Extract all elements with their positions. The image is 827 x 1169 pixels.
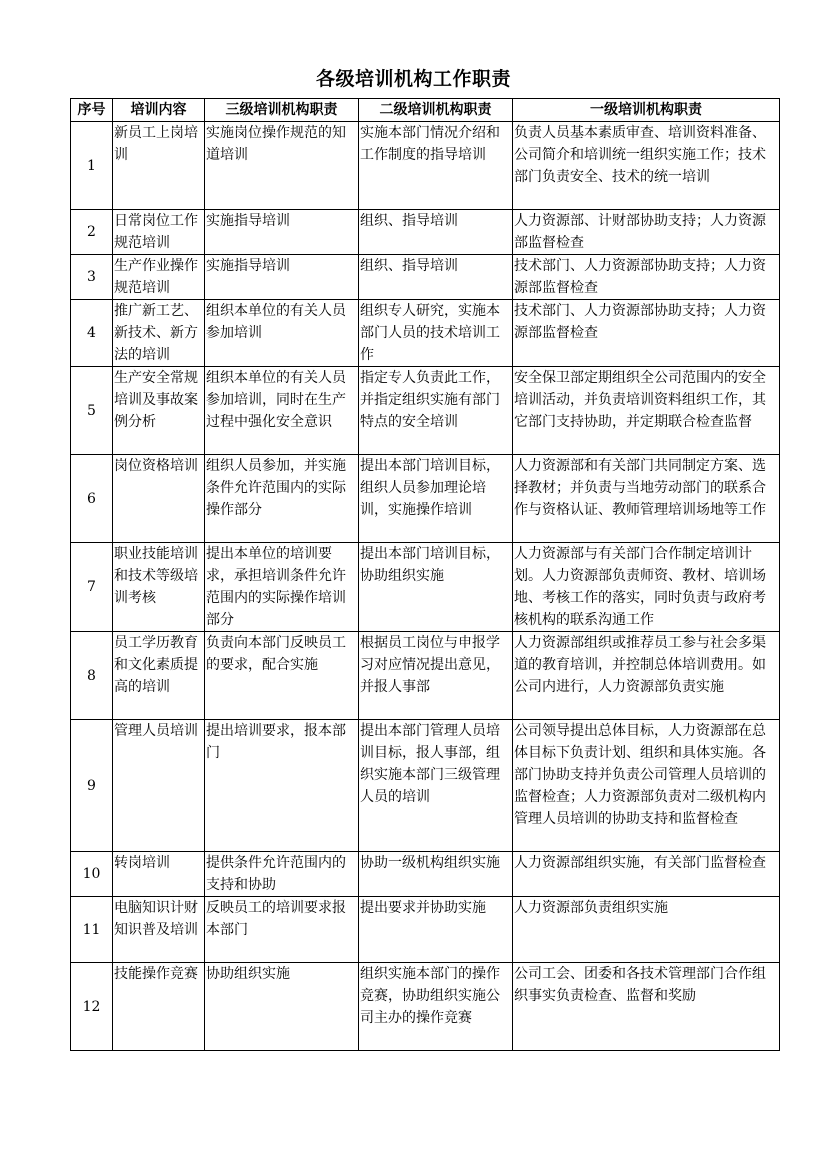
row-seq: 4: [71, 300, 113, 367]
row-level1: 人力资源部组织实施，有关部门监督检查: [513, 852, 780, 897]
row-level2: 协助一级机构组织实施: [359, 852, 513, 897]
row-level3: 实施指导培训: [205, 255, 359, 300]
row-content: 电脑知识计财知识普及培训: [113, 897, 205, 963]
row-level3: 提出培训要求，报本部门: [205, 720, 359, 852]
row-level1: 人力资源部、计财部协助支持；人力资源部监督检查: [513, 210, 780, 255]
document-title: 各级培训机构工作职责: [315, 68, 511, 90]
row-level2: 提出本部门管理人员培训目标，报人事部，组织实施本部门三级管理人员的培训: [359, 720, 513, 852]
row-content: 推广新工艺、新技术、新方法的培训: [113, 300, 205, 367]
row-content: 生产安全常规培训及事故案例分析: [113, 367, 205, 455]
row-level1: 人力资源部负责组织实施: [513, 897, 780, 963]
row-level3: 组织本单位的有关人员参加培训，同时在生产过程中强化安全意识: [205, 367, 359, 455]
row-level1: 技术部门、人力资源部协助支持；人力资源部监督检查: [513, 255, 780, 300]
table-row: [71, 632, 780, 720]
row-level3: 组织本单位的有关人员参加培训: [205, 300, 359, 367]
row-level3: 提供条件允许范围内的支持和协助: [205, 852, 359, 897]
table-row: [71, 852, 780, 897]
row-level3: 提出本单位的培训要求，承担培训条件允许范围内的实际操作培训部分: [205, 543, 359, 632]
row-content: 岗位资格培训: [113, 455, 205, 543]
row-level2: 指定专人负责此工作，并指定组织实施有部门特点的安全培训: [359, 367, 513, 455]
row-content: 新员工上岗培训: [113, 122, 205, 210]
row-seq: 1: [71, 122, 113, 210]
row-seq: 9: [71, 720, 113, 852]
row-content: 日常岗位工作规范培训: [113, 210, 205, 255]
row-level1: 人力资源部与有关部门合作制定培训计划。人力资源部负责师资、教材、培训场地、考核工作的落实，同时负责与政府考核机构的联系沟通工作: [513, 543, 780, 632]
row-level3: 协助组织实施: [205, 963, 359, 1051]
table-row: [71, 963, 780, 1051]
header-level1: 一级培训机构职责: [513, 99, 780, 122]
row-level1: 人力资源部组织或推荐员工参与社会多渠道的教育培训，并控制总体培训费用。如公司内进行，人力资源部负责实施: [513, 632, 780, 720]
table-row: [71, 720, 780, 852]
table-row: [71, 210, 780, 255]
table-row: [71, 255, 780, 300]
header-content: 培训内容: [113, 99, 205, 122]
row-level2: 实施本部门情况介绍和工作制度的指导培训: [359, 122, 513, 210]
row-level1: 人力资源部和有关部门共同制定方案、选择教材；并负责与当地劳动部门的联系合作与资格认证、教师管理培训场地等工作: [513, 455, 780, 543]
row-level1: 技术部门、人力资源部协助支持；人力资源部监督检查: [513, 300, 780, 367]
row-level3: 组织人员参加，并实施条件允许范围内的实际操作部分: [205, 455, 359, 543]
row-level2: 组织专人研究，实施本部门人员的技术培训工作: [359, 300, 513, 367]
row-seq: 5: [71, 367, 113, 455]
row-level3: 负责向本部门反映员工的要求，配合实施: [205, 632, 359, 720]
row-content: 员工学历教育和文化素质提高的培训: [113, 632, 205, 720]
table-row: [71, 455, 780, 543]
table-row: [71, 122, 780, 210]
row-level2: 组织实施本部门的操作竞赛，协助组织实施公司主办的操作竞赛: [359, 963, 513, 1051]
row-level3: 实施岗位操作规范的知道培训: [205, 122, 359, 210]
row-content: 管理人员培训: [113, 720, 205, 852]
row-level2: 组织、指导培训: [359, 210, 513, 255]
duty-table: [70, 98, 780, 1051]
row-level2: 根据员工岗位与申报学习对应情况提出意见，并报人事部: [359, 632, 513, 720]
row-content: 生产作业操作规范培训: [113, 255, 205, 300]
row-level2: 提出本部门培训目标，协助组织实施: [359, 543, 513, 632]
header-row: [71, 99, 780, 122]
row-seq: 12: [71, 963, 113, 1051]
row-level3: 反映员工的培训要求报本部门: [205, 897, 359, 963]
header-level3: 三级培训机构职责: [205, 99, 359, 122]
row-seq: 6: [71, 455, 113, 543]
row-content: 转岗培训: [113, 852, 205, 897]
header-seq: 序号: [71, 99, 113, 122]
row-seq: 2: [71, 210, 113, 255]
row-seq: 7: [71, 543, 113, 632]
row-content: 技能操作竞赛: [113, 963, 205, 1051]
row-seq: 10: [71, 852, 113, 897]
table-row: [71, 367, 780, 455]
row-level1: 公司工会、团委和各技术管理部门合作组织事实负责检查、监督和奖励: [513, 963, 780, 1051]
row-level2: 提出要求并协助实施: [359, 897, 513, 963]
row-content: 职业技能培训和技术等级培训考核: [113, 543, 205, 632]
row-seq: 3: [71, 255, 113, 300]
row-level3: 实施指导培训: [205, 210, 359, 255]
row-level1: 公司领导提出总体目标，人力资源部在总体目标下负责计划、组织和具体实施。各部门协助支持并负责公司管理人员培训的监督检查；人力资源部负责对二级机构内管理人员培训的协助支持和监督检查: [513, 720, 780, 852]
row-level1: 负责人员基本素质审查、培训资料准备、公司简介和培训统一组织实施工作；技术部门负责安全、技术的统一培训: [513, 122, 780, 210]
table-row: [71, 897, 780, 963]
row-level1: 安全保卫部定期组织全公司范围内的安全培训活动，并负责培训资料组织工作，其它部门支持协助，并定期联合检查监督: [513, 367, 780, 455]
table-row: [71, 300, 780, 367]
row-seq: 8: [71, 632, 113, 720]
row-seq: 11: [71, 897, 113, 963]
header-level2: 二级培训机构职责: [359, 99, 513, 122]
table-row: [71, 543, 780, 632]
row-level2: 组织、指导培训: [359, 255, 513, 300]
row-level2: 提出本部门培训目标，组织人员参加理论培训，实施操作培训: [359, 455, 513, 543]
